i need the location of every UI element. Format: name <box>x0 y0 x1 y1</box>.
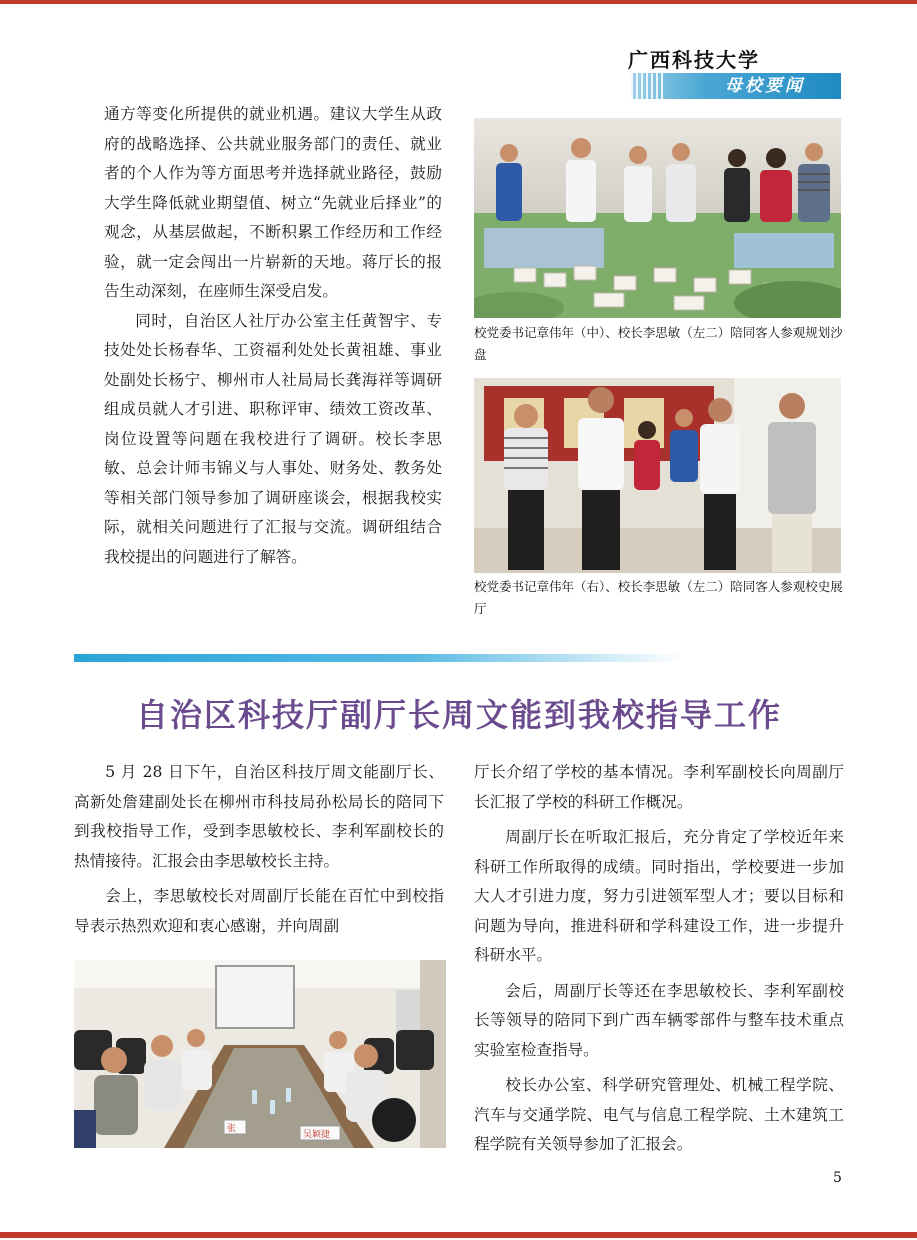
paragraph: 5 月 28 日下午，自治区科技厅周文能副厅长、高新处詹建副处长在柳州市科技局孙松局长的陪同下到我校指导工作，受到李思敏校长、李利军副校长的热情接待。汇报会由李思敏校长主持。 <box>74 763 444 870</box>
name-card-right: 吴颖捷 <box>303 1130 331 1140</box>
meeting-photo <box>74 960 446 1148</box>
top-border <box>0 0 917 4</box>
paragraph: 校长办公室、科学研究管理处、机械工程学院、汽车与交通学院、电气与信息工程学院、土木建筑工程学院有关领导参加了汇报会。 <box>474 1076 844 1153</box>
university-name: 广西科技大学 <box>628 48 760 72</box>
paragraph: 同时，自治区人社厅办公室主任黄智宇、专技处处长杨春华、工资福利处处长黄祖雄、事业处副处长杨宁、柳州市人社局局长龚海祥等调研组成员就人才引进、职称评审、绩效工资改革、岗位设置等问题在我校进行了调研。校长李思敏、总会计师韦锦义与人事处、财务处、教务处等相关部门领导参加了调研座谈会，根据我校实际，就相关问题进行了汇报与交流。调研组结合我校提出的问题进行了解答。 <box>104 311 442 566</box>
paragraph: 会上，李思敏校长对周副厅长能在百忙中到校指导表示热烈欢迎和衷心感谢，并向周副 <box>74 887 444 935</box>
section-banner: 母校要闻 <box>631 73 841 99</box>
sand-table-image <box>474 118 841 318</box>
article-headline: 自治区科技厅副厅长周文能到我校指导工作 <box>135 696 782 734</box>
name-card-left: 张 <box>227 1124 237 1134</box>
paragraph: 厅长介绍了学校的基本情况。李利军副校长向周副厅长汇报了学校的科研工作概况。 <box>474 763 844 811</box>
paragraph: 通方等变化所提供的就业机遇。建议大学生从政府的战略选择、公共就业服务部门的责任、就业者的个人作为等方面思考并选择就业路径，鼓励大学生降低就业期望值、树立“先就业后择业”的观念，从基层做起，不断积累工作经历和工作经验，就一定会闯出一片崭新的天地。蒋厅长的报告生动深刻，在座师生深受启发。 <box>104 105 442 300</box>
article-right-column <box>474 758 844 1160</box>
section-divider <box>74 654 684 662</box>
sand-table-photo <box>474 118 841 318</box>
article-left-column <box>74 758 444 941</box>
page-number: 5 <box>833 1170 842 1186</box>
bottom-border <box>0 1232 917 1238</box>
top-article-text <box>104 100 442 572</box>
photo-caption-2: 校党委书记章伟年（右）、校长李思敏（左二）陪同客人参观校史展厅 <box>474 579 843 616</box>
paragraph: 会后，周副厅长等还在李思敏校长、李利军副校长等领导的陪同下到广西车辆零部件与整车技术重点实验室检查指导。 <box>474 981 844 1059</box>
paragraph: 周副厅长在听取汇报后，充分肯定了学校近年来科研工作所取得的成绩。同时指出，学校要进一步加大人才引进力度，努力引进领军型人才；要以目标和问题为导向，推进科研和学科建设工作，进一步提升科研水平。 <box>474 828 844 964</box>
exhibition-hall-photo <box>474 378 841 573</box>
exhibition-hall-image <box>474 378 841 573</box>
photo-caption-1: 校党委书记章伟年（中）、校长李思敏（左二）陪同客人参观规划沙盘 <box>474 325 843 362</box>
meeting-room-image <box>74 960 446 1148</box>
